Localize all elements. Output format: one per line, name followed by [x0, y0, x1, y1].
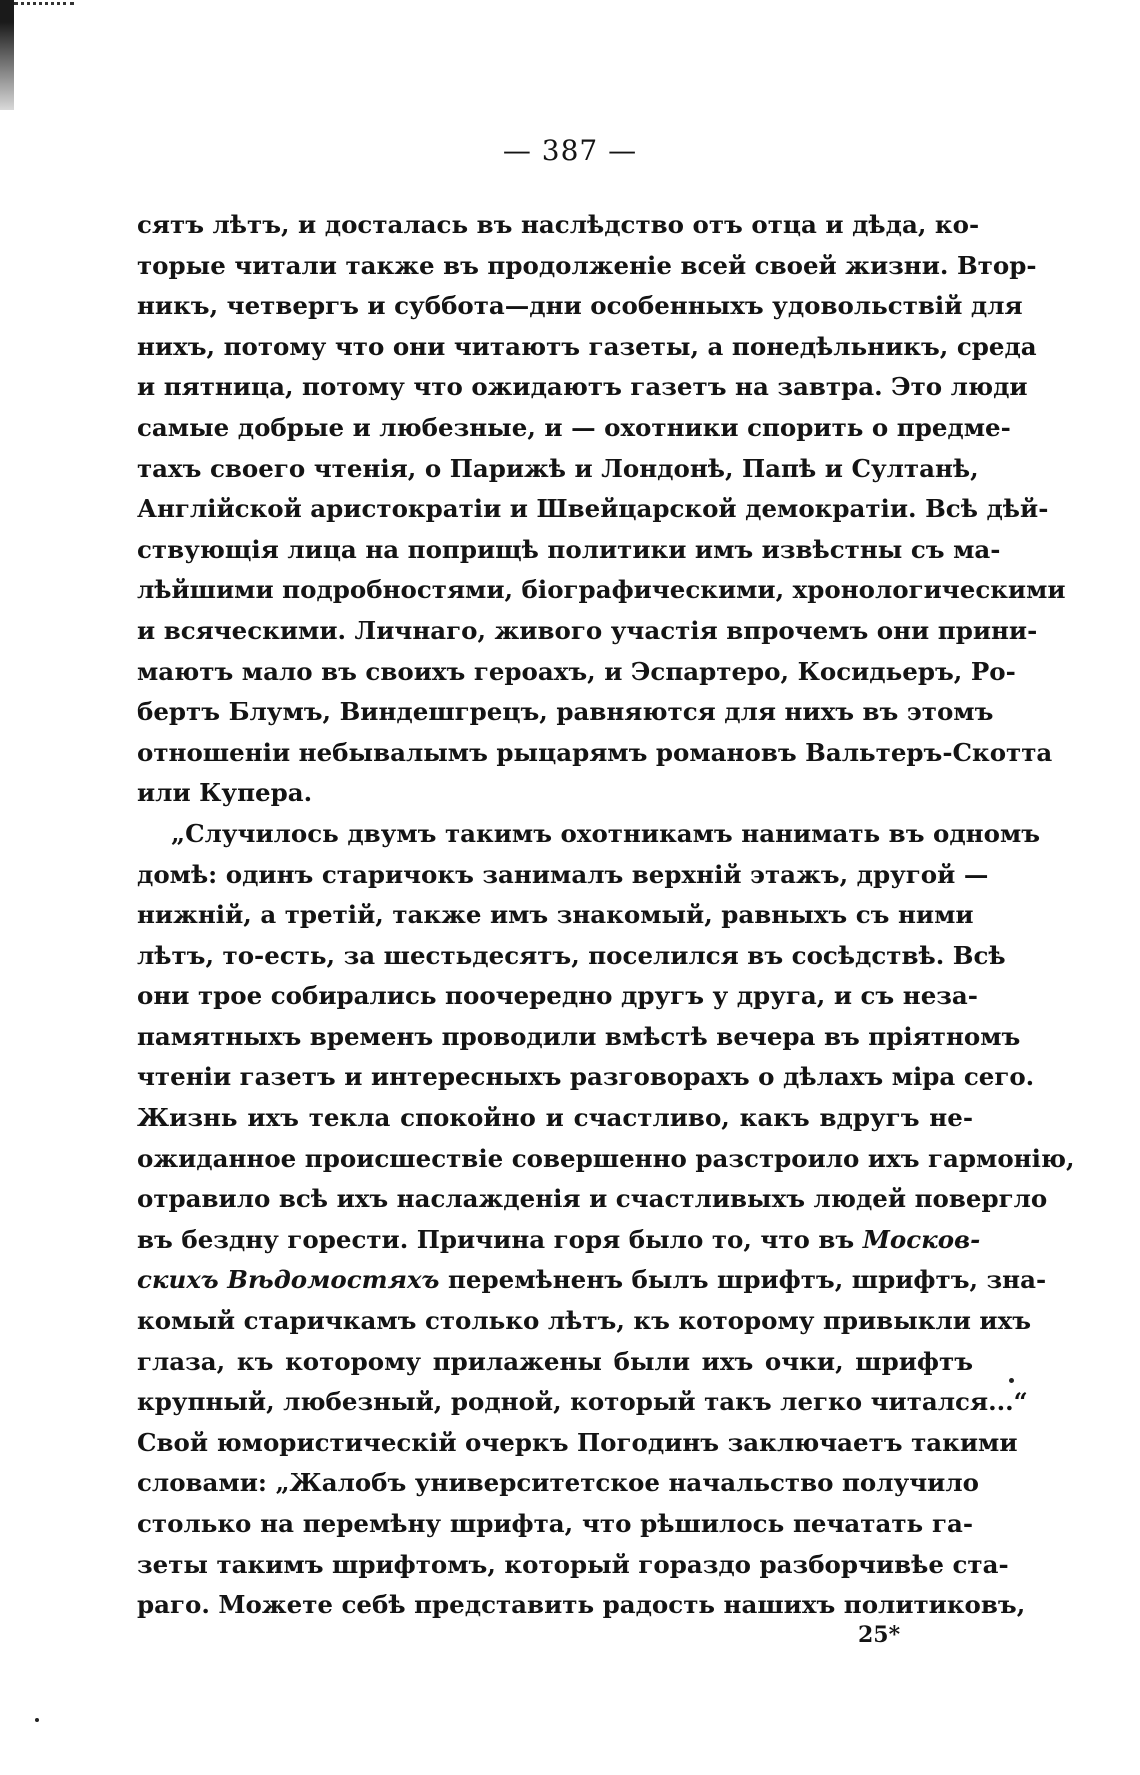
body-text	[137, 205, 1075, 1626]
text-line: глаза, къ которому прилажены были ихъ очки, шрифтъ	[137, 1346, 973, 1376]
text-line: чтеніи газетъ и интересныхъ разговорахъ о дѣлахъ міра сего.	[137, 1062, 1035, 1092]
text-line: и всяческими. Личнаго, живого участія впрочемъ они прини-	[137, 615, 1038, 645]
text-line: въ бездну горести. Причина горя было то, что въ Москов-	[137, 1224, 981, 1254]
text-line: скихъ Вѣдомостяхъ перемѣненъ былъ шрифтъ, шрифтъ, зна-	[137, 1265, 1047, 1295]
text-line: словами: „Жалобъ университетское начальство получило	[137, 1468, 979, 1498]
text-line: бертъ Блумъ, Виндешгрецъ, равняются для нихъ въ этомъ	[137, 697, 994, 727]
text-line: столько на перемѣну шрифта, что рѣшилось печатать га-	[137, 1509, 973, 1538]
text-line: сятъ лѣтъ, и досталась въ наслѣдство отъ отца и дѣда, ко-	[137, 210, 980, 239]
text-line: комый старичкамъ столько лѣтъ, къ которому привыкли ихъ	[137, 1306, 1031, 1336]
text-line: раго. Можете себѣ представить радость нашихъ политиковъ,	[137, 1590, 1026, 1620]
scan-edge-mark	[0, 0, 14, 110]
scan-edge-dots	[14, 2, 74, 15]
text-line: Жизнь ихъ текла спокойно и счастливо, какъ вдругъ не-	[137, 1103, 973, 1133]
text-line: тахъ своего чтенія, о Парижѣ и Лондонѣ, Папѣ и Султанѣ,	[137, 453, 979, 483]
page-number: — 387 —	[502, 134, 638, 167]
text-line: ствующія лица на поприщѣ политики имъ извѣстны съ ма-	[137, 534, 1001, 564]
text-line: „Случилось двумъ такимъ охотникамъ нанимать въ одномъ	[171, 818, 1041, 848]
text-line: самые добрые и любезные, и — охотники спорить о предме-	[137, 412, 1011, 442]
text-line: никъ, четвергъ и суббота—дни особенныхъ удовольствій для	[137, 291, 1023, 321]
paragraph-1	[137, 205, 1066, 814]
scan-speck	[1009, 1378, 1014, 1383]
text-line: лѣйшими подробностями, біографическими, хронологическими	[137, 575, 1066, 605]
text-line: нихъ, потому что они читаютъ газеты, а понедѣльникъ, среда	[137, 331, 1037, 361]
italic-title: скихъ Вѣдомостяхъ	[137, 1265, 440, 1295]
scan-speck	[35, 1718, 39, 1722]
text-line: они трое собирались поочередно другъ у друга, и съ неза-	[137, 981, 978, 1011]
signature-mark: 25*	[858, 1622, 901, 1648]
text-line: Англійской аристократіи и Швейцарской демократіи. Всѣ дѣй-	[137, 494, 1049, 524]
text-line: памятныхъ временъ проводили вмѣстѣ вечера въ пріятномъ	[137, 1021, 1021, 1051]
text-line: отравило всѣ ихъ наслажденія и счастливыхъ людей повергло	[137, 1184, 1048, 1214]
text-line: нижній, а третій, также имъ знакомый, равныхъ съ ними	[137, 900, 974, 930]
text-line: домѣ: одинъ старичокъ занималъ верхній этажъ, другой —	[137, 859, 989, 889]
paragraph-2	[137, 814, 1075, 1626]
text-line: маютъ мало въ своихъ героахъ, и Эспартеро, Косидьеръ, Ро-	[137, 656, 1016, 686]
text-line: зеты такимъ шрифтомъ, который гораздо разборчивѣе ста-	[137, 1549, 1009, 1579]
text-line: отношеніи небывалымъ рыцарямъ романовъ Вальтеръ-Скотта	[137, 737, 1053, 767]
italic-title: Москов-	[862, 1224, 981, 1254]
text-line: торые читали также въ продолженіе всей своей жизни. Втор-	[137, 250, 1037, 280]
text-line: или Купера.	[137, 778, 313, 808]
text-line: Свой юмористическій очеркъ Погодинъ заключаетъ такими	[137, 1427, 1018, 1457]
text-line: ожиданное происшествіе совершенно разстроило ихъ гармонію,	[137, 1143, 1075, 1173]
text-line: лѣтъ, то-есть, за шестьдесятъ, поселился въ сосѣдствѣ. Всѣ	[137, 940, 1006, 970]
text-line: и пятница, потому что ожидаютъ газетъ на завтра. Это люди	[137, 372, 1028, 402]
text-line: крупный, любезный, родной, который такъ легко читался...“	[137, 1387, 1028, 1417]
